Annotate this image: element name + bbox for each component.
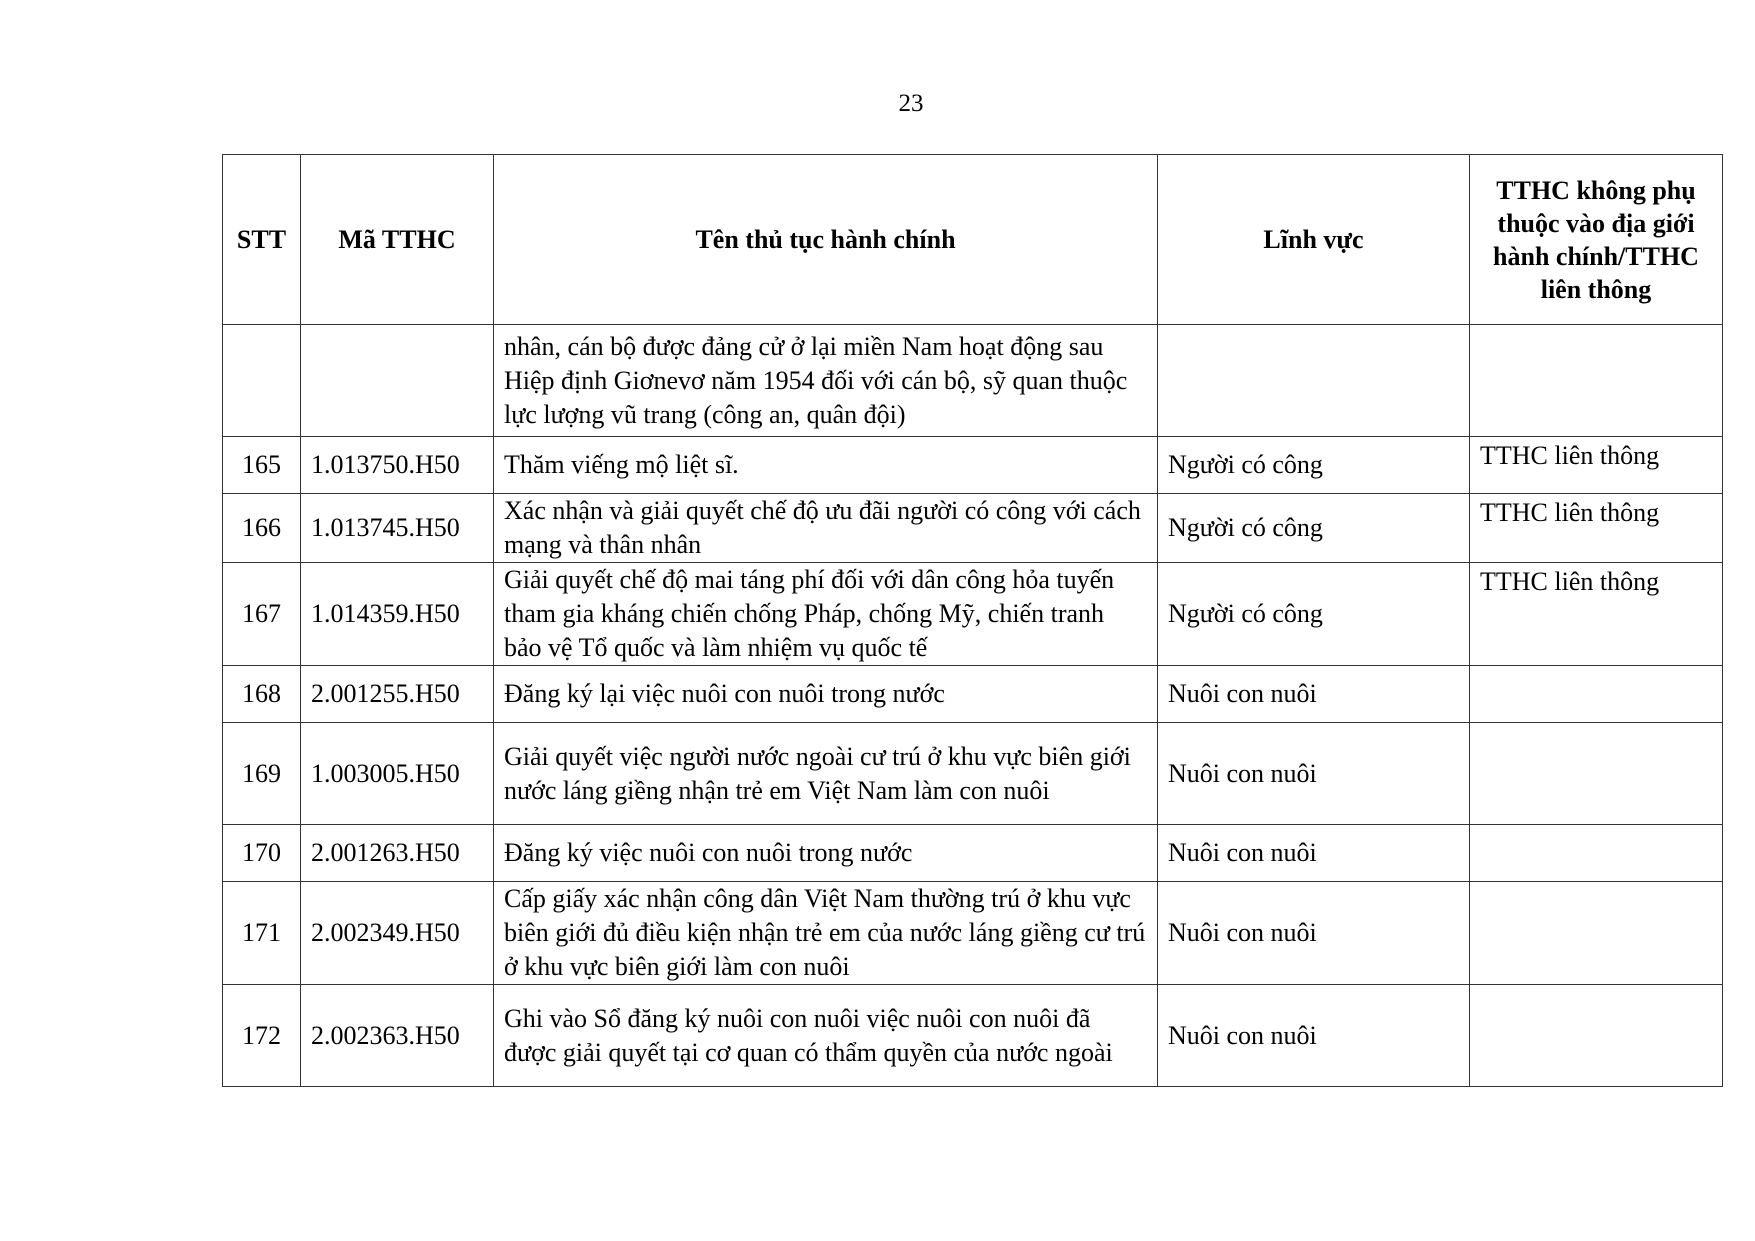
page-number: 23 [898, 90, 924, 117]
row-field: Người có công [1158, 437, 1470, 494]
table-header [223, 155, 1723, 325]
row-field: Nuôi con nuôi [1158, 666, 1470, 723]
row-stt [223, 325, 301, 437]
row-field: Người có công [1158, 494, 1470, 563]
table-row [223, 723, 1723, 825]
row-note [1470, 882, 1723, 985]
row-note: TTHC liên thông [1470, 494, 1723, 563]
row-name: Thăm viếng mộ liệt sĩ. [494, 437, 1158, 494]
procedures-table [222, 154, 1723, 1087]
row-stt: 165 [223, 437, 301, 494]
row-stt: 166 [223, 494, 301, 563]
row-note [1470, 985, 1723, 1087]
row-stt: 169 [223, 723, 301, 825]
row-name: Giải quyết việc người nước ngoài cư trú ở khu vực biên giới nước láng giềng nhận trẻ em Việt Nam làm con nuôi [494, 723, 1158, 825]
row-field: Nuôi con nuôi [1158, 723, 1470, 825]
row-code: 2.002349.H50 [301, 882, 494, 985]
header-field: Lĩnh vực [1158, 155, 1470, 325]
row-code: 1.013745.H50 [301, 494, 494, 563]
row-stt: 167 [223, 563, 301, 666]
header-row [223, 155, 1723, 325]
row-code: 2.001263.H50 [301, 825, 494, 882]
row-note [1470, 666, 1723, 723]
header-code: Mã TTHC [301, 155, 494, 325]
row-name: Xác nhận và giải quyết chế độ ưu đãi người có công với cách mạng và thân nhân [494, 494, 1158, 563]
row-field: Nuôi con nuôi [1158, 882, 1470, 985]
table-row [223, 825, 1723, 882]
table-row [223, 325, 1723, 437]
row-code: 1.013750.H50 [301, 437, 494, 494]
table-row [223, 437, 1723, 494]
row-code: 2.002363.H50 [301, 985, 494, 1087]
row-code: 2.001255.H50 [301, 666, 494, 723]
header-note: TTHC không phụ thuộc vào địa giới hành chính/TTHC liên thông [1470, 155, 1723, 325]
row-name: Cấp giấy xác nhận công dân Việt Nam thường trú ở khu vực biên giới đủ điều kiện nhận trẻ em của nước láng giềng cư trú ở khu vực biên giới làm con nuôi [494, 882, 1158, 985]
row-stt: 168 [223, 666, 301, 723]
table-row [223, 563, 1723, 666]
row-name: nhân, cán bộ được đảng cử ở lại miền Nam hoạt động sau Hiệp định Giơnevơ năm 1954 đối với cán bộ, sỹ quan thuộc lực lượng vũ trang (công an, quân đội) [494, 325, 1158, 437]
row-note [1470, 325, 1723, 437]
row-stt: 171 [223, 882, 301, 985]
row-name: Giải quyết chế độ mai táng phí đối với dân công hỏa tuyến tham gia kháng chiến chống Pháp, chống Mỹ, chiến tranh bảo vệ Tổ quốc và làm nhiệm vụ quốc tế [494, 563, 1158, 666]
row-code: 1.014359.H50 [301, 563, 494, 666]
header-stt: STT [223, 155, 301, 325]
table-row [223, 985, 1723, 1087]
row-name: Đăng ký việc nuôi con nuôi trong nước [494, 825, 1158, 882]
row-field: Nuôi con nuôi [1158, 985, 1470, 1087]
row-field: Nuôi con nuôi [1158, 825, 1470, 882]
row-field [1158, 325, 1470, 437]
row-note: TTHC liên thông [1470, 437, 1723, 494]
row-stt: 172 [223, 985, 301, 1087]
row-code: 1.003005.H50 [301, 723, 494, 825]
row-name: Đăng ký lại việc nuôi con nuôi trong nước [494, 666, 1158, 723]
row-name: Ghi vào Sổ đăng ký nuôi con nuôi việc nuôi con nuôi đã được giải quyết tại cơ quan có thẩm quyền của nước ngoài [494, 985, 1158, 1087]
row-note [1470, 723, 1723, 825]
row-code [301, 325, 494, 437]
table-row [223, 494, 1723, 563]
row-note [1470, 825, 1723, 882]
row-field: Người có công [1158, 563, 1470, 666]
header-name: Tên thủ tục hành chính [494, 155, 1158, 325]
row-stt: 170 [223, 825, 301, 882]
table-row [223, 882, 1723, 985]
row-note: TTHC liên thông [1470, 563, 1723, 666]
table-body [223, 325, 1723, 1087]
table-row [223, 666, 1723, 723]
